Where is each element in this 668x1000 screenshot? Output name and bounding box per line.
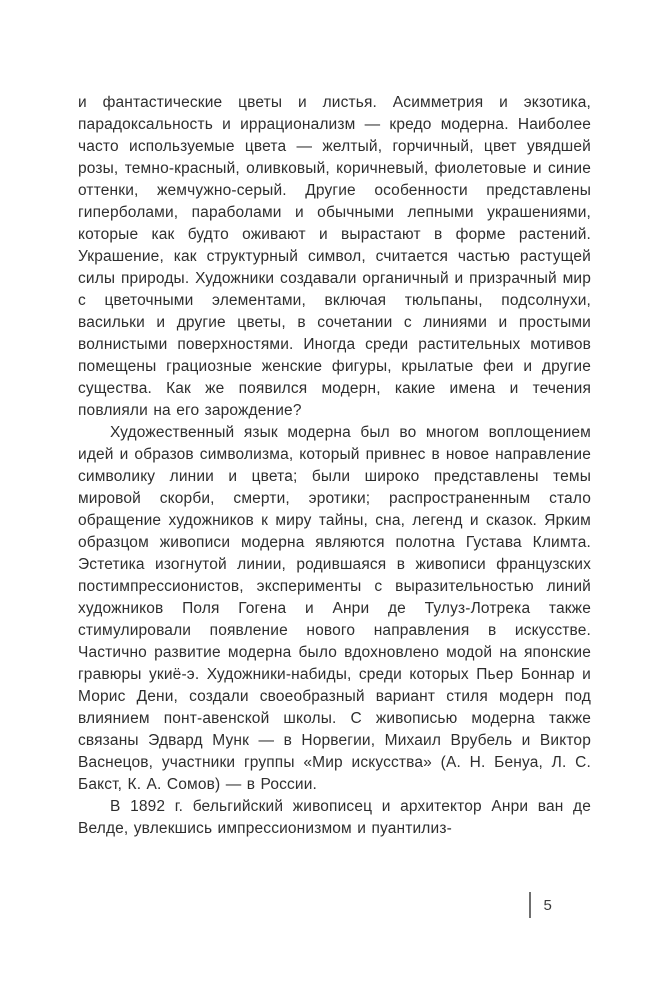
page-footer	[529, 891, 552, 919]
text-block	[78, 92, 591, 840]
paragraph-continuation: и фантастические цветы и листья. Асимметрия и экзотика, парадоксальность и иррационализм — кредо модерна. Наиболее часто используемые цвета — желтый, горчичный, цвет увядшей розы, темно-красный, оливковый, коричневый, фиолетовые и синие оттенки, жемчужно-серый. Другие особенности представлены гиперболами, параболами и обычными лепными украшениями, которые как будто оживают и вырастают в форме растений. Украшение, как структурный символ, считается частью растущей силы природы. Художники создавали органичный и призрачный мир с цветочными элементами, включая тюльпаны, подсолнухи, васильки и другие цветы, в сочетании с линиями и простыми волнистыми поверхностями. Иногда среди растительных мотивов помещены грациозные женские фигуры, крылатые феи и другие существа. Как же появился модерн, какие имена и течения повлияли на его зарождение?	[78, 94, 591, 419]
page-number: 5	[543, 896, 552, 914]
paragraph: Художественный язык модерна был во многом воплощением идей и образов символизма, который привнес в новое направление символику линии и цвета; были широко представлены темы мировой скорби, смерти, эротики; распространенным стало обращение художников к миру тайны, сна, легенд и сказок. Ярким образцом живописи модерна являются полотна Густава Климта. Эстетика изогнутой линии, родившаяся в живописи французских постимпрессионистов, эксперименты с выразительностью линий художников Поля Гогена и Анри де Тулуз-Лотрека также стимулировали появление нового направления в искусстве. Частично развитие модерна было вдохновлено модой на японские гравюры укиё-э. Художники-набиды, среди которых Пьер Боннар и Морис Дени, создали своеобразный вариант стиля модерн под влиянием понт-авенской школы. С живописью модерна также связаны Эдвард Мунк — в Норвегии, Михаил Врубель и Виктор Васнецов, участники группы «Мир искусства» (А. Н. Бенуа, Л. С. Бакст, К. А. Сомов) — в России.	[78, 424, 591, 793]
paragraph: В 1892 г. бельгийский живописец и архитектор Анри ван де Велде, увлекшись импрессионизмом и пуантилиз-	[78, 798, 591, 837]
